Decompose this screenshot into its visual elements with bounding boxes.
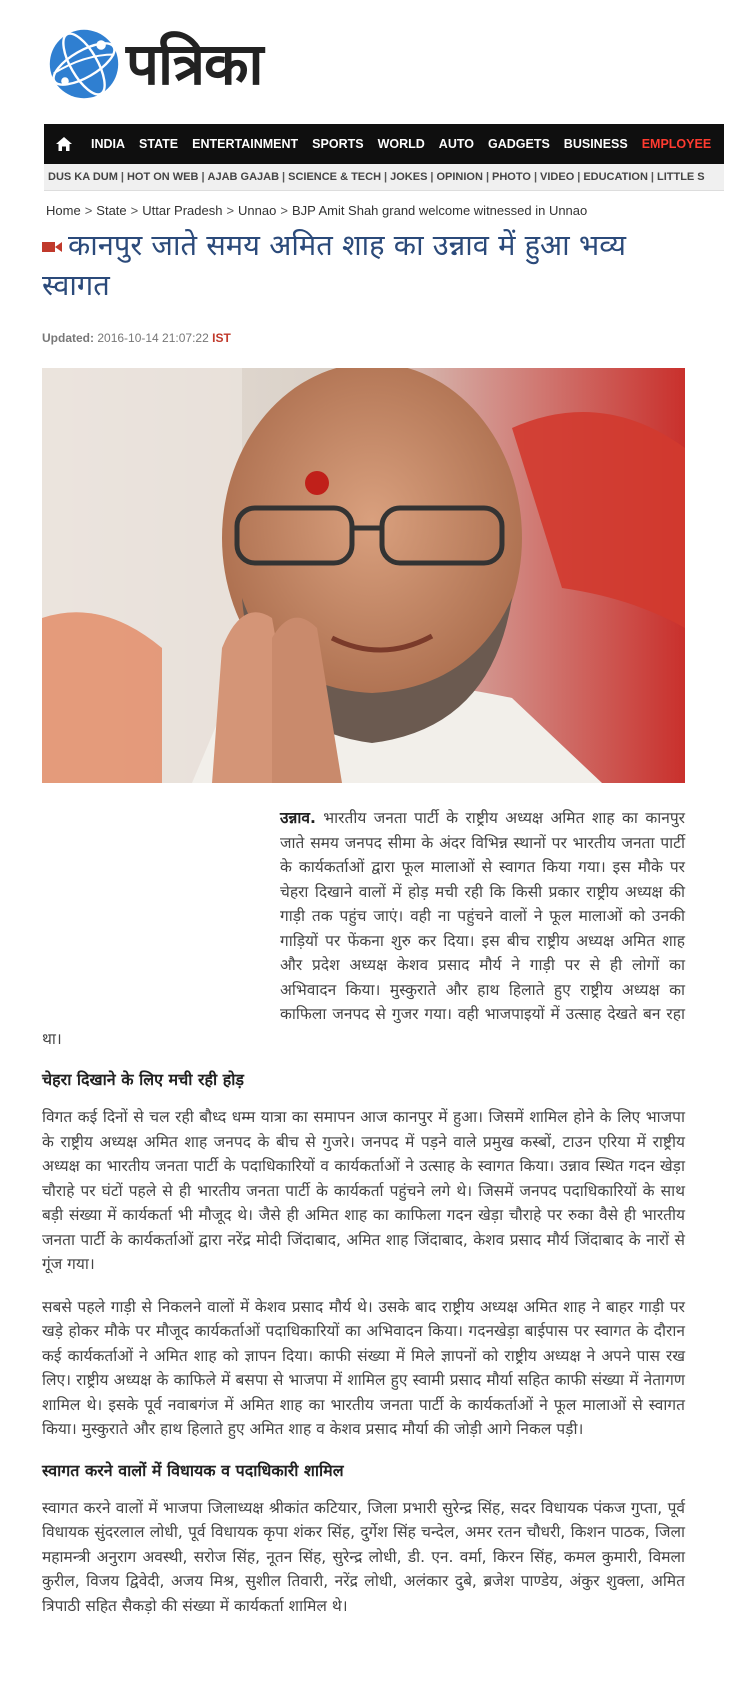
breadcrumb-region[interactable]: Uttar Pradesh — [142, 203, 223, 218]
nav-item-state[interactable]: STATE — [139, 137, 179, 151]
breadcrumb — [46, 203, 587, 218]
breadcrumb-separator: > — [226, 203, 235, 218]
article-dateline: उन्नाव. — [280, 809, 316, 827]
article-hero-image — [42, 368, 685, 783]
lead-spacer — [42, 806, 280, 1026]
subnav-separator: | — [430, 171, 434, 183]
lead-text: भारतीय जनता पार्टी के राष्ट्रीय अध्यक्ष अमित शाह का कानपुर जाते समय जनपद सीमा के अंदर विभिन्न स्थानों पर भारतीय जनता पार्टी के कार्यकर्ताओं द्वारा फूल मालाओं से स्वागत किया गया। इस मौके पर चेहरा दिखाने वालों में होड़ मची रही कि किसी प्रकार राष्ट्रीय अध्यक्ष की गाड़ी तक पहुंच जाएं। वही ना पहुंचने वालों ने फूल मालाओं को उनकी गाड़ियों पर फेंकना शुरु कर दिया। इस बीच राष्ट्रीय अध्यक्ष अमित शाह और प्रदेश अध्यक्ष केशव प्रसाद मौर्य ने गाड़ी पर से ही लोगों का अभिवादन किया। मुस्कुराते और हाथ हिलाते हुए राष्ट्रीय अध्यक्ष का काफिला जनपद से गुजर गया। वही भाजपाइयों में उत्साह देखते बन रहा था। — [42, 809, 685, 1048]
article-lead — [42, 806, 685, 1051]
subnav-separator: | — [201, 171, 205, 183]
nav-item-gadgets[interactable]: GADGETS — [487, 137, 550, 151]
breadcrumb-separator: > — [280, 203, 288, 218]
subnav-separator: | — [384, 171, 388, 183]
globe-logo-icon — [46, 26, 122, 102]
subnav-item-science-tech[interactable]: SCIENCE & TECH — [288, 171, 382, 183]
subnav-item-little[interactable]: LITTLE S — [656, 171, 705, 183]
article-paragraph-3: स्वागत करने वालों में भाजपा जिलाध्यक्ष श्रीकांत कटियार, जिला प्रभारी सुरेन्द्र सिंह, सदर विधायक पंकज गुप्ता, पूर्व विधायक सुंदरलाल लोधी, पूर्व विधायक कृपा शंकर सिंह, दुर्गेश सिंह चन्देल, अमर रतन चौधरी, किशन पाठक, जिला महामन्त्री अनुराग अवस्थी, सरोज सिंह, नूतन सिंह, सुरेन्द्र लोधी, डी. एन. वर्मा, किरन सिंह, कमल कुमारी, विमला कुरील, विजय द्विवेदी, अजय मिश्र, सुशील तिवारी, नरेंद्र लोधी, अलंकार दुबे, ब्रजेश पाण्डेय, अंकुर शुक्ला, अमित त्रिपाठी सहित सैकड़ो की संख्या में कार्यकर्ता शामिल थे। — [42, 1498, 685, 1615]
breadcrumb-city[interactable]: Unnao — [238, 203, 277, 218]
updated-timestamp — [42, 331, 231, 345]
subnav-item-opinion[interactable]: OPINION — [436, 171, 483, 183]
article-paragraph-2: सबसे पहले गाड़ी से निकलने वालों में केशव प्रसाद मौर्य थे। उसके बाद राष्ट्रीय अध्यक्ष अमित शाह ने बाहर गाड़ी पर खड़े होकर मौके पर मौजूद कार्यकर्ताओं पदाधिकारियों का अभिवादन किया। गदनखेड़ा बाईपास पर स्वागत के दौरान कई कार्यकर्ताओं ने अमित शाह को ज्ञापन दिया। काफी संख्या में मिले ज्ञापनों को राष्ट्रीय अध्यक्ष ने अपने पास रख लिए। राष्ट्रीय अध्यक्ष के काफिले में बसपा से भाजपा में शामिल हुए स्वामी प्रसाद मौर्या सहित काफी संख्या में नेतागण शामिल थे। इसके पूर्व नवाबगंज में अमित शाह का भारतीय जनता पार्टी के कार्यकर्ताओं ने फूल मालाओं से स्वागत किया। मुस्कुराते और हाथ हिलाते हुए अमित शाह व केशव प्रसाद मौर्या की जोड़ी आगे निकल पड़ी। — [42, 1297, 685, 1438]
breadcrumb-separator: > — [130, 203, 139, 218]
nav-item-business[interactable]: BUSINESS — [563, 137, 628, 151]
article-paragraph-1: विगत कई दिनों से चल रही बौध्द धम्म यात्रा का समापन आज कानपुर में हुआ। जिसमें शामिल होने के लिए भाजपा के राष्ट्रीय अध्यक्ष अमित शाह जनपद के बीच से गुजरे। जनपद में पड़ने वाले प्रमुख कस्बों, टाउन एरिया में राष्ट्रीय अध्यक्ष का भारतीय जनता पार्टी के पदाधिकारियों व कार्यकर्ताओं ने उत्साह के स्वागत किया। उन्नाव स्थित गदन खेड़ा चौराहे पर घंटों पहले से ही भारतीय जनता पार्टी के कार्यकर्ता पहुंचने लगे थे। जिसमें जनपद पदाधिकारियों के साथ बड़ी संख्या में कार्यकर्ता भी मौजूद थे। जैसे ही अमित शाह का काफिला गदन खेड़ा चौराहे पर रुका वैसे ही भारतीय जनता पार्टी के कार्यकर्ताओं द्वारा नरेंद्र मोदी जिंदाबाद, अमित शाह जिंदाबाद, केशव प्रसाद मौर्य जिंदाबाद के नारों से गूंज गया। — [42, 1108, 685, 1273]
video-camera-icon — [42, 240, 62, 254]
brand-name: पत्रिका — [126, 30, 263, 98]
breadcrumb-state[interactable]: State — [96, 203, 127, 218]
subnav-item-hot-on-web[interactable]: HOT ON WEB — [126, 171, 199, 183]
breadcrumb-separator: > — [84, 203, 93, 218]
breadcrumb-home[interactable]: Home — [46, 203, 81, 218]
article-body — [42, 806, 685, 1636]
subnav-separator: | — [485, 171, 490, 183]
article-headline — [42, 225, 702, 305]
site-logo[interactable] — [46, 24, 263, 104]
subnav-item-dus-ka-dum[interactable]: DUS KA DUM — [48, 171, 118, 183]
nav-item-auto[interactable]: AUTO — [438, 137, 474, 151]
nav-item-india[interactable]: INDIA — [91, 137, 126, 151]
updated-value: 2016-10-14 21:07:22 — [97, 331, 209, 345]
subnav-item-education[interactable]: EDUCATION — [583, 171, 648, 183]
nav-home[interactable] — [44, 124, 84, 164]
updated-label: Updated: — [42, 331, 94, 345]
nav-item-sports[interactable]: SPORTS — [312, 137, 364, 151]
main-nav — [44, 124, 724, 164]
nav-item-world[interactable]: WORLD — [377, 137, 425, 151]
nav-item-entertainment[interactable]: ENTERTAINMENT — [192, 137, 299, 151]
subnav-item-video[interactable]: VIDEO — [540, 171, 575, 183]
subnav-item-photo[interactable]: PHOTO — [492, 171, 531, 183]
sub-nav — [44, 164, 724, 191]
home-icon — [55, 136, 73, 152]
timezone-label: IST — [212, 331, 231, 345]
section-heading-2: स्वागत करने वालों में विधायक व पदाधिकारी शामिल — [42, 1460, 344, 1480]
subnav-separator: | — [533, 171, 538, 183]
headline-text: कानपुर जाते समय अमित शाह का उन्नाव में हुआ भव्य स्वागत — [42, 228, 627, 302]
subnav-item-jokes[interactable]: JOKES — [390, 171, 428, 183]
subnav-separator: | — [120, 171, 124, 183]
portrait-illustration — [42, 368, 685, 783]
subnav-item-ajab-gajab[interactable]: AJAB GAJAB — [207, 171, 280, 183]
subnav-separator: | — [650, 171, 654, 183]
subnav-separator: | — [577, 171, 581, 183]
section-heading-1: चेहरा दिखाने के लिए मची रही होड़ — [42, 1070, 244, 1089]
subnav-separator: | — [282, 171, 286, 183]
breadcrumb-current: BJP Amit Shah grand welcome witnessed in Unnao — [291, 203, 588, 218]
nav-item-employee[interactable]: EMPLOYEE — [641, 137, 712, 151]
